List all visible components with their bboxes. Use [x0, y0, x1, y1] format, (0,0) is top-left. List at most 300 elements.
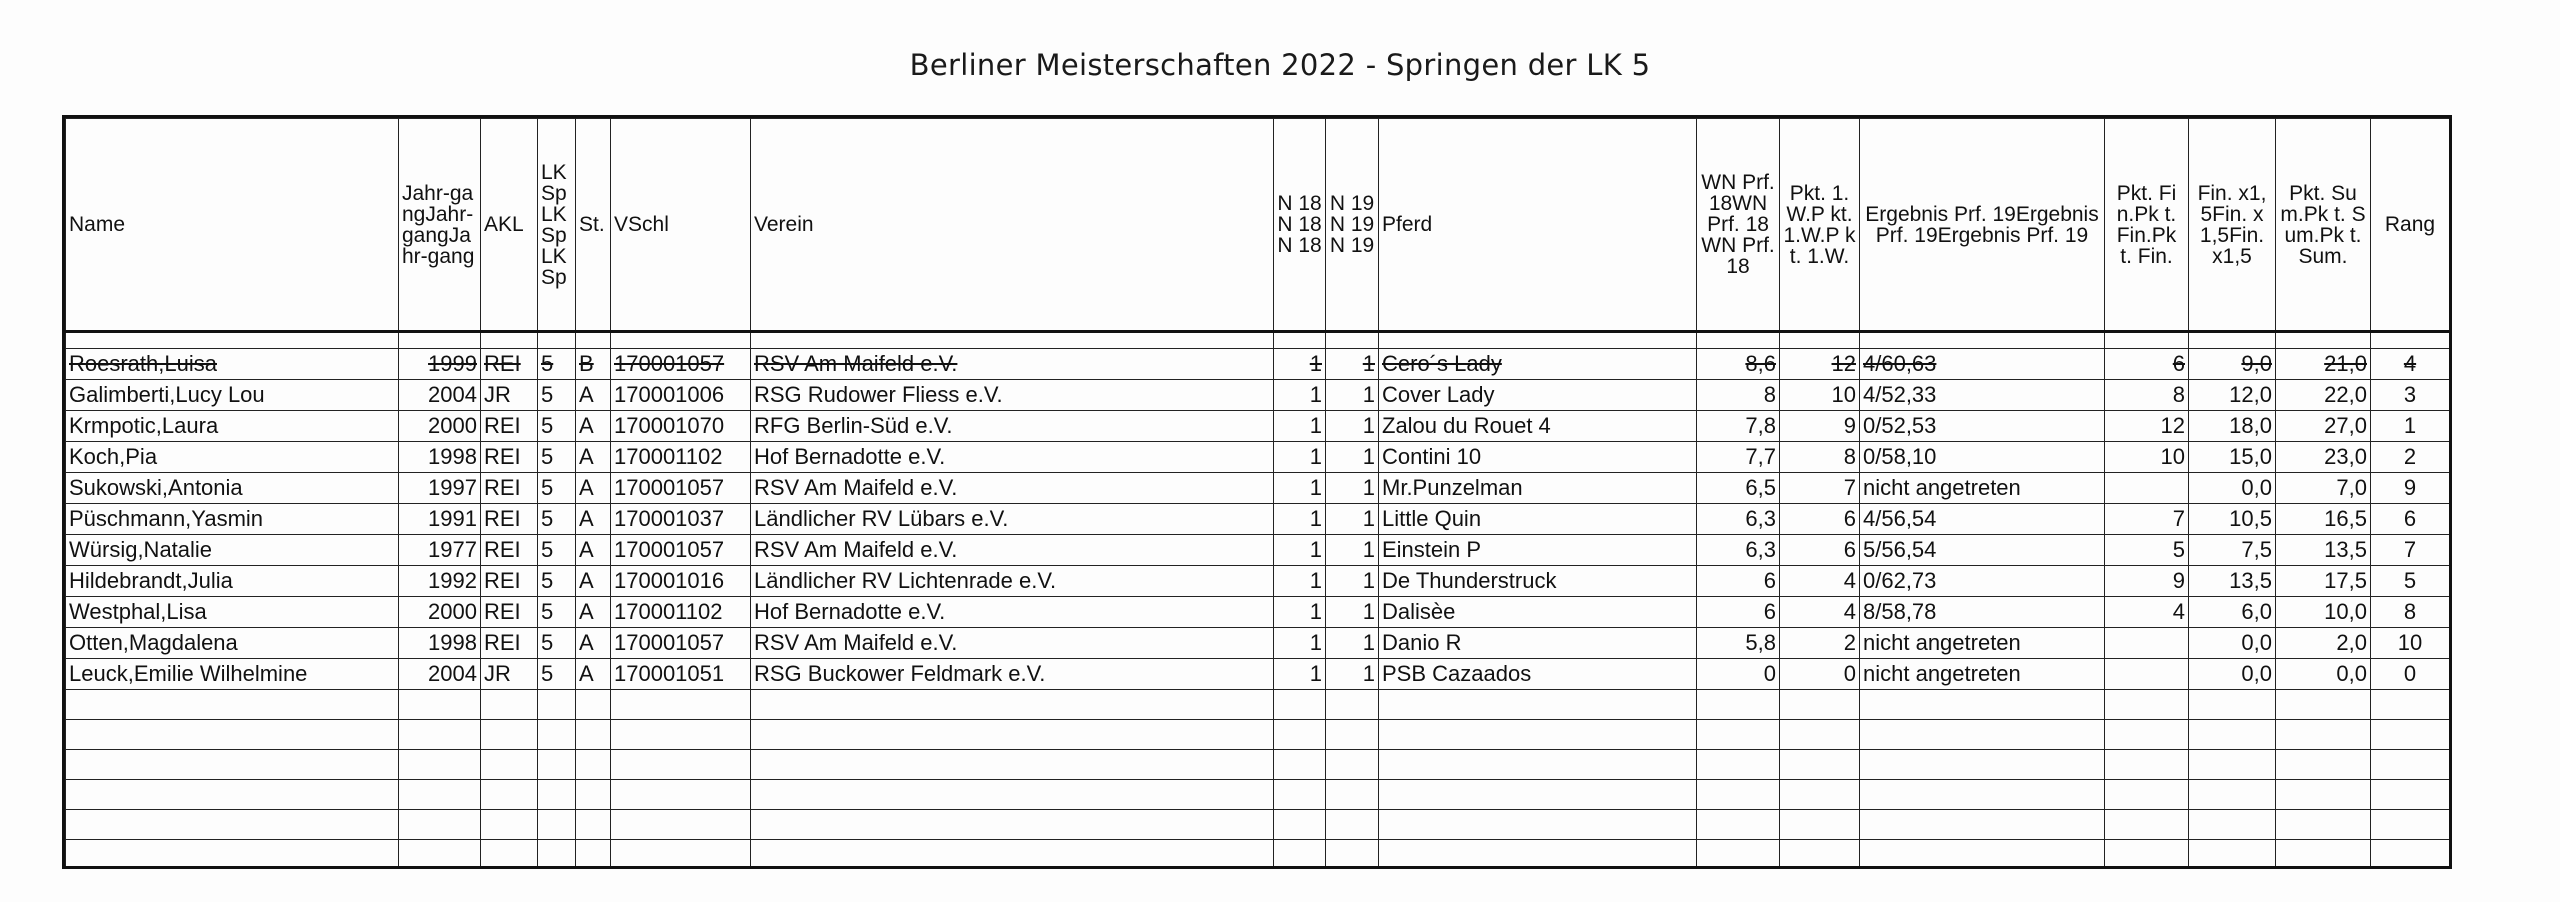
empty-cell — [538, 810, 576, 840]
cell-jahrgang-value: 1998 — [428, 444, 477, 469]
empty-cell — [1697, 750, 1780, 780]
cell-verein — [751, 380, 1274, 411]
cell-n18-value: 1 — [1309, 413, 1322, 438]
table-header — [66, 119, 2450, 332]
cell-lk — [538, 473, 576, 504]
empty-cell — [1860, 780, 2105, 810]
cell-st — [576, 411, 611, 442]
cell-pktfin — [2105, 628, 2189, 659]
cell-pferd — [1379, 442, 1697, 473]
cell-verein-value: Ländlicher RV Lichtenrade e.V. — [754, 568, 1057, 593]
cell-rang-value: 3 — [2403, 382, 2417, 407]
empty-row — [66, 840, 2450, 870]
cell-n18 — [1274, 566, 1326, 597]
header-ergebnis: Ergebnis Prf. 19Ergebnis Prf. 19Ergebnis Prf. 19 — [1860, 119, 2105, 332]
cell-verein-value: Hof Bernadotte e.V. — [754, 444, 946, 469]
cell-lk-value: 5 — [541, 661, 554, 686]
cell-akl-value: REI — [484, 506, 521, 531]
empty-cell — [611, 720, 751, 750]
cell-n18-value: 1 — [1309, 599, 1322, 624]
empty-cell — [481, 810, 538, 840]
empty-cell — [1379, 720, 1697, 750]
cell-sum-value: 10,0 — [2324, 599, 2367, 624]
cell-jahrgang-value: 1999 — [428, 351, 477, 376]
header-rang: Rang — [2371, 119, 2450, 332]
table-row — [66, 659, 2450, 690]
cell-pkt1 — [1780, 597, 1860, 628]
empty-cell — [2105, 690, 2189, 720]
cell-rang — [2371, 411, 2450, 442]
cell-rang-value: 0 — [2403, 661, 2417, 686]
empty-cell — [2371, 780, 2450, 810]
results-sheet — [62, 115, 2452, 869]
cell-lk-value: 5 — [541, 599, 554, 624]
cell-st — [576, 628, 611, 659]
cell-n19-value: 1 — [1362, 351, 1375, 376]
cell-fin-value: 13,5 — [2229, 568, 2272, 593]
cell-st — [576, 380, 611, 411]
cell-pktfin-value: 12 — [2160, 413, 2185, 438]
cell-verein — [751, 411, 1274, 442]
cell-pktfin — [2105, 597, 2189, 628]
header-n18: N 18N 18N 18 — [1274, 119, 1326, 332]
cell-n18 — [1274, 349, 1326, 380]
cell-pkt1 — [1780, 504, 1860, 535]
cell-pkt1-value: 8 — [1843, 444, 1856, 469]
table-row — [66, 411, 2450, 442]
cell-wn-value: 0 — [1763, 661, 1776, 686]
cell-n18 — [1274, 659, 1326, 690]
cell-n19-value: 1 — [1362, 413, 1375, 438]
cell-pferd-value: Little Quin — [1382, 506, 1482, 531]
cell-rang — [2371, 380, 2450, 411]
cell-n19-value: 1 — [1362, 475, 1375, 500]
cell-ergebnis — [1860, 380, 2105, 411]
cell-pktfin — [2105, 504, 2189, 535]
cell-vschl — [611, 442, 751, 473]
cell-verein — [751, 628, 1274, 659]
cell-jahrgang-value: 2004 — [428, 661, 477, 686]
cell-jahrgang — [399, 380, 481, 411]
cell-lk-value: 5 — [541, 537, 554, 562]
empty-cell — [481, 840, 538, 870]
cell-pkt1-value: 4 — [1843, 568, 1856, 593]
empty-cell — [1780, 690, 1860, 720]
cell-n18 — [1274, 504, 1326, 535]
cell-verein-value: RSG Rudower Fliess e.V. — [754, 382, 1003, 407]
cell-wn-value: 6 — [1763, 599, 1776, 624]
cell-st-value: A — [579, 413, 594, 438]
empty-cell — [66, 840, 399, 870]
table-row — [66, 597, 2450, 628]
cell-name-value: Westphal,Lisa — [69, 599, 207, 624]
cell-fin-value: 7,5 — [2241, 537, 2272, 562]
cell-name-value: Krmpotic,Laura — [69, 413, 219, 438]
cell-akl — [481, 659, 538, 690]
empty-cell — [611, 810, 751, 840]
cell-pkt1-value: 6 — [1843, 506, 1856, 531]
cell-n19-value: 1 — [1362, 444, 1375, 469]
empty-cell — [481, 780, 538, 810]
empty-cell — [2371, 840, 2450, 870]
cell-fin — [2189, 442, 2276, 473]
cell-lk — [538, 411, 576, 442]
cell-st-value: A — [579, 382, 594, 407]
empty-cell — [2276, 810, 2371, 840]
cell-verein-value: Ländlicher RV Lübars e.V. — [754, 506, 1009, 531]
cell-vschl-value: 170001070 — [614, 413, 725, 438]
cell-sum — [2276, 628, 2371, 659]
cell-lk — [538, 535, 576, 566]
cell-jahrgang-value: 2000 — [428, 599, 477, 624]
cell-wn-value: 6,3 — [1745, 506, 1776, 531]
empty-cell — [2105, 810, 2189, 840]
cell-ergebnis-value: nicht angetreten — [1863, 661, 2021, 686]
cell-sum-value: 21,0 — [2324, 351, 2367, 376]
cell-verein-value: RSV Am Maifeld e.V. — [754, 351, 958, 376]
empty-cell — [1860, 810, 2105, 840]
cell-wn-value: 6 — [1763, 568, 1776, 593]
cell-pferd — [1379, 411, 1697, 442]
cell-vschl-value: 170001057 — [614, 630, 725, 655]
empty-cell — [611, 840, 751, 870]
cell-pktfin — [2105, 442, 2189, 473]
cell-st — [576, 659, 611, 690]
empty-cell — [2189, 750, 2276, 780]
cell-akl-value: JR — [484, 661, 511, 686]
cell-vschl-value: 170001037 — [614, 506, 725, 531]
empty-row — [66, 690, 2450, 720]
cell-pferd — [1379, 659, 1697, 690]
cell-akl — [481, 442, 538, 473]
cell-sum-value: 7,0 — [2336, 475, 2367, 500]
cell-jahrgang-value: 2000 — [428, 413, 477, 438]
cell-rang — [2371, 349, 2450, 380]
cell-name-value: Sukowski,Antonia — [69, 475, 243, 500]
cell-rang — [2371, 597, 2450, 628]
empty-row — [66, 780, 2450, 810]
cell-pkt1-value: 6 — [1843, 537, 1856, 562]
cell-verein-value: RSV Am Maifeld e.V. — [754, 630, 958, 655]
cell-pkt1-value: 2 — [1843, 630, 1856, 655]
empty-row — [66, 720, 2450, 750]
cell-n18 — [1274, 597, 1326, 628]
empty-cell — [481, 750, 538, 780]
empty-cell — [2105, 840, 2189, 870]
cell-ergebnis-value: 4/52,33 — [1863, 382, 1937, 407]
cell-fin-value: 15,0 — [2229, 444, 2272, 469]
page-title: Berliner Meisterschaften 2022 - Springen der LK 5 — [909, 48, 1651, 82]
cell-ergebnis — [1860, 473, 2105, 504]
cell-wn — [1697, 349, 1780, 380]
cell-sum — [2276, 659, 2371, 690]
cell-name-value: Koch,Pia — [69, 444, 158, 469]
empty-cell — [66, 750, 399, 780]
cell-wn-value: 6,5 — [1745, 475, 1776, 500]
cell-akl-value: REI — [484, 599, 521, 624]
cell-st-value: A — [579, 444, 594, 469]
cell-name — [66, 411, 399, 442]
empty-cell — [1697, 690, 1780, 720]
cell-name — [66, 535, 399, 566]
cell-name — [66, 349, 399, 380]
empty-cell — [576, 720, 611, 750]
cell-rang-value: 6 — [2403, 506, 2417, 531]
empty-cell — [1860, 720, 2105, 750]
empty-cell — [2189, 780, 2276, 810]
empty-cell — [751, 750, 1274, 780]
cell-jahrgang — [399, 535, 481, 566]
cell-pktfin-value: 7 — [2172, 506, 2185, 531]
cell-ergebnis — [1860, 504, 2105, 535]
cell-pktfin-value: 4 — [2172, 599, 2185, 624]
cell-rang — [2371, 628, 2450, 659]
cell-akl — [481, 504, 538, 535]
cell-n19 — [1326, 411, 1379, 442]
empty-cell — [1697, 780, 1780, 810]
cell-pktfin-value: 10 — [2160, 444, 2185, 469]
cell-jahrgang-value: 2004 — [428, 382, 477, 407]
cell-fin — [2189, 659, 2276, 690]
cell-jahrgang — [399, 566, 481, 597]
cell-lk-value: 5 — [541, 413, 554, 438]
header-fin: Fin. x1,5Fin. x1,5Fin. x1,5 — [2189, 119, 2276, 332]
empty-cell — [538, 720, 576, 750]
cell-ergebnis — [1860, 442, 2105, 473]
empty-cell — [1697, 720, 1780, 750]
cell-akl-value: REI — [484, 413, 521, 438]
cell-pferd-value: Cero´s Lady — [1382, 351, 1502, 376]
cell-vschl-value: 170001102 — [614, 444, 723, 469]
cell-lk — [538, 380, 576, 411]
cell-lk — [538, 504, 576, 535]
cell-n19 — [1326, 473, 1379, 504]
cell-pkt1 — [1780, 535, 1860, 566]
empty-cell — [2276, 750, 2371, 780]
cell-pferd — [1379, 473, 1697, 504]
cell-ergebnis-value: 0/58,10 — [1863, 444, 1937, 469]
cell-akl — [481, 597, 538, 628]
cell-st-value: A — [579, 661, 594, 686]
cell-st-value: A — [579, 568, 594, 593]
cell-name-value: Galimberti,Lucy Lou — [69, 382, 265, 407]
cell-vschl-value: 170001051 — [614, 661, 725, 686]
cell-pkt1 — [1780, 659, 1860, 690]
cell-ergebnis-value: nicht angetreten — [1863, 630, 2021, 655]
cell-st-value: A — [579, 475, 594, 500]
empty-cell — [2105, 750, 2189, 780]
cell-fin — [2189, 349, 2276, 380]
cell-jahrgang-value: 1991 — [428, 506, 477, 531]
cell-n18 — [1274, 380, 1326, 411]
empty-cell — [1379, 810, 1697, 840]
cell-name — [66, 628, 399, 659]
cell-sum-value: 13,5 — [2324, 537, 2367, 562]
cell-n18-value: 1 — [1309, 351, 1322, 376]
cell-pferd-value: PSB Cazaados — [1382, 661, 1532, 686]
cell-fin-value: 12,0 — [2229, 382, 2272, 407]
cell-pkt1-value: 10 — [1831, 382, 1856, 407]
cell-akl-value: REI — [484, 351, 521, 376]
empty-cell — [751, 720, 1274, 750]
table-row — [66, 380, 2450, 411]
cell-fin-value: 6,0 — [2241, 599, 2272, 624]
cell-verein — [751, 504, 1274, 535]
cell-akl-value: REI — [484, 630, 521, 655]
cell-pktfin — [2105, 411, 2189, 442]
cell-ergebnis — [1860, 628, 2105, 659]
cell-ergebnis-value: 8/58,78 — [1863, 599, 1937, 624]
empty-cell — [751, 840, 1274, 870]
cell-fin — [2189, 504, 2276, 535]
cell-ergebnis-value: 4/56,54 — [1863, 506, 1937, 531]
cell-sum — [2276, 380, 2371, 411]
cell-sum — [2276, 504, 2371, 535]
cell-pferd-value: Contini 10 — [1382, 444, 1482, 469]
cell-pkt1 — [1780, 380, 1860, 411]
empty-cell — [1697, 810, 1780, 840]
cell-n18-value: 1 — [1309, 444, 1322, 469]
cell-pferd — [1379, 504, 1697, 535]
empty-cell — [2189, 690, 2276, 720]
cell-fin — [2189, 473, 2276, 504]
cell-verein — [751, 566, 1274, 597]
cell-akl-value: REI — [484, 475, 521, 500]
cell-ergebnis — [1860, 411, 2105, 442]
cell-vschl-value: 170001006 — [614, 382, 725, 407]
cell-name — [66, 597, 399, 628]
empty-cell — [751, 810, 1274, 840]
cell-st — [576, 442, 611, 473]
cell-verein-value: RSV Am Maifeld e.V. — [754, 537, 958, 562]
cell-sum — [2276, 597, 2371, 628]
cell-pferd-value: Dalisèe — [1382, 599, 1456, 624]
cell-n18-value: 1 — [1309, 506, 1322, 531]
cell-n18-value: 1 — [1309, 568, 1322, 593]
cell-pferd-value: Einstein P — [1382, 537, 1482, 562]
cell-pferd-value: Danio R — [1382, 630, 1462, 655]
cell-pkt1 — [1780, 411, 1860, 442]
cell-wn-value: 8,6 — [1745, 351, 1776, 376]
cell-st-value: A — [579, 506, 594, 531]
cell-verein — [751, 597, 1274, 628]
cell-n19 — [1326, 566, 1379, 597]
cell-st — [576, 535, 611, 566]
cell-vschl — [611, 473, 751, 504]
cell-wn — [1697, 380, 1780, 411]
cell-pkt1-value: 4 — [1843, 599, 1856, 624]
cell-n18 — [1274, 628, 1326, 659]
cell-vschl — [611, 628, 751, 659]
table-row — [66, 566, 2450, 597]
cell-n19-value: 1 — [1362, 382, 1375, 407]
cell-rang — [2371, 473, 2450, 504]
cell-akl-value: JR — [484, 382, 511, 407]
cell-n19-value: 1 — [1362, 661, 1375, 686]
cell-name-value: Roesrath,Luisa — [69, 351, 217, 376]
cell-pktfin-value: 9 — [2172, 568, 2185, 593]
empty-cell — [1780, 840, 1860, 870]
cell-lk-value: 5 — [541, 506, 554, 531]
empty-cell — [1274, 810, 1326, 840]
empty-cell — [1274, 720, 1326, 750]
cell-name — [66, 442, 399, 473]
cell-akl-value: REI — [484, 568, 521, 593]
cell-lk — [538, 442, 576, 473]
header-st: St. — [576, 119, 611, 332]
cell-verein — [751, 473, 1274, 504]
cell-ergebnis-value: 4/60,63 — [1863, 351, 1937, 376]
cell-wn — [1697, 566, 1780, 597]
cell-n18 — [1274, 473, 1326, 504]
cell-name-value: Otten,Magdalena — [69, 630, 238, 655]
cell-verein — [751, 349, 1274, 380]
empty-cell — [66, 690, 399, 720]
cell-wn-value: 5,8 — [1745, 630, 1776, 655]
empty-cell — [611, 690, 751, 720]
cell-lk-value: 5 — [541, 630, 554, 655]
cell-sum-value: 22,0 — [2324, 382, 2367, 407]
empty-cell — [2371, 810, 2450, 840]
cell-n19-value: 1 — [1362, 537, 1375, 562]
cell-sum-value: 2,0 — [2336, 630, 2367, 655]
cell-name — [66, 473, 399, 504]
empty-cell — [399, 810, 481, 840]
cell-akl-value: REI — [484, 537, 521, 562]
empty-cell — [1379, 690, 1697, 720]
cell-n18-value: 1 — [1309, 630, 1322, 655]
empty-cell — [1780, 720, 1860, 750]
cell-akl — [481, 535, 538, 566]
cell-ergebnis — [1860, 349, 2105, 380]
cell-wn — [1697, 597, 1780, 628]
cell-vschl — [611, 380, 751, 411]
cell-rang — [2371, 659, 2450, 690]
empty-cell — [1860, 840, 2105, 870]
cell-pferd — [1379, 380, 1697, 411]
empty-cell — [1780, 750, 1860, 780]
table-row — [66, 535, 2450, 566]
cell-st-value: A — [579, 630, 594, 655]
cell-akl — [481, 349, 538, 380]
cell-vschl — [611, 504, 751, 535]
cell-pkt1 — [1780, 473, 1860, 504]
empty-cell — [2371, 750, 2450, 780]
cell-ergebnis-value: nicht angetreten — [1863, 475, 2021, 500]
cell-fin-value: 0,0 — [2241, 475, 2272, 500]
cell-vschl-value: 170001057 — [614, 475, 725, 500]
empty-cell — [1326, 690, 1379, 720]
cell-sum-value: 16,5 — [2324, 506, 2367, 531]
cell-wn — [1697, 442, 1780, 473]
cell-jahrgang — [399, 411, 481, 442]
cell-wn-value: 7,8 — [1745, 413, 1776, 438]
cell-wn — [1697, 473, 1780, 504]
cell-rang — [2371, 566, 2450, 597]
empty-cell — [2276, 690, 2371, 720]
cell-pktfin-value: 6 — [2172, 351, 2185, 376]
cell-n19-value: 1 — [1362, 506, 1375, 531]
cell-akl — [481, 473, 538, 504]
cell-verein-value: RFG Berlin-Süd e.V. — [754, 413, 953, 438]
header-akl: AKL — [481, 119, 538, 332]
cell-wn — [1697, 628, 1780, 659]
header-pktsum: Pkt. Sum.Pk t. Sum.Pk t. Sum. — [2276, 119, 2371, 332]
cell-akl — [481, 411, 538, 442]
header-pktfin: Pkt. Fin.Pk t. Fin.Pk t. Fin. — [2105, 119, 2189, 332]
cell-rang — [2371, 442, 2450, 473]
empty-cell — [611, 780, 751, 810]
